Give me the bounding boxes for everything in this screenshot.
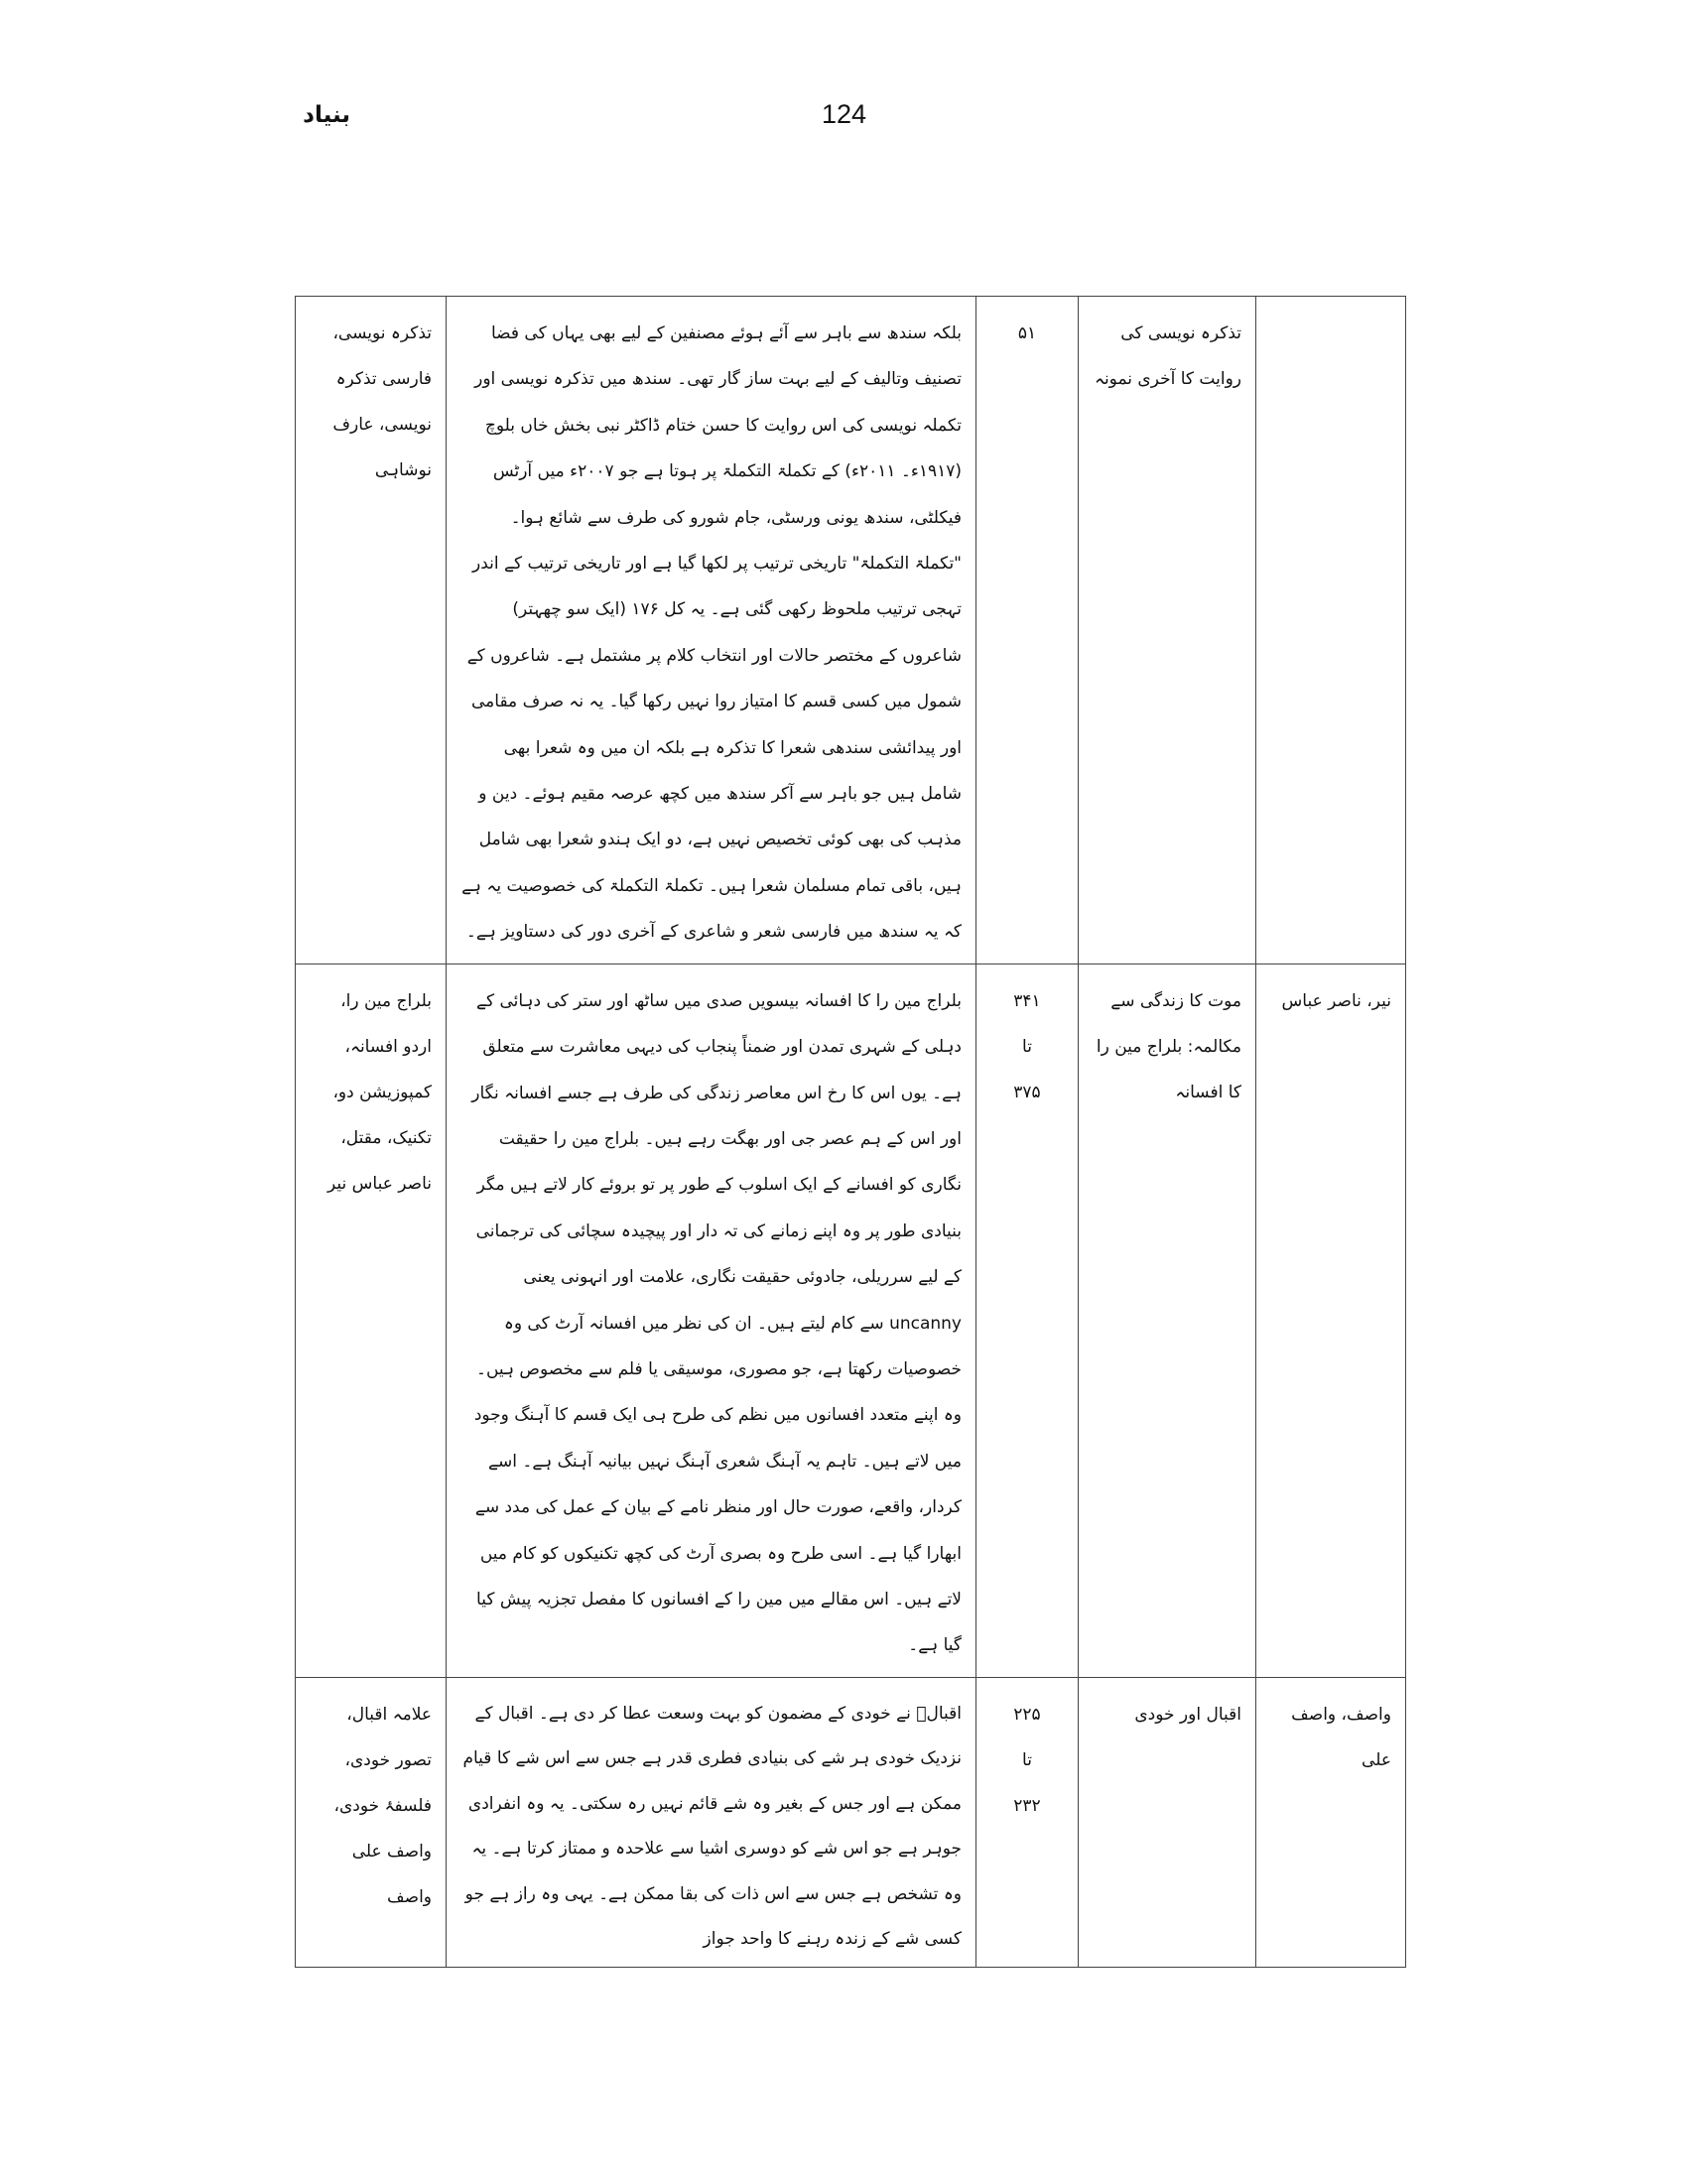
page-start: ۳۴۱ xyxy=(1013,990,1041,1011)
table-row xyxy=(296,297,1406,964)
title-cell: تذکرہ نویسی کی روایت کا آخری نمونہ xyxy=(1079,297,1256,964)
journal-title: بنیاد xyxy=(303,102,350,128)
abstract-cell: بلکہ سندھ سے باہر سے آئے ہوئے مصنفین کے لیے بھی یہاں کی فضا تصنیف وتالیف کے لیے بہت ساز گار تھی۔ سندھ میں تذکرہ نویسی اور تکملہ نویسی کی اس روایت کا حسن ختام ڈاکٹر نبی بخش خاں بلوچ (۱۹۱۷ء۔ ۲۰۱۱ء) کے تکملۃ التکملۃ پر ہوتا ہے جو ۲۰۰۷ء میں آرٹس فیکلٹی، سندھ یونی ورسٹی، جام شورو کی طرف سے شائع ہوا۔ "تکملۃ التکملۃ" تاریخی ترتیب پر لکھا گیا ہے اور تاریخی ترتیب کے اندر تہجی ترتیب ملحوظ رکھی گئی ہے۔ یہ کل ۱۷۶ (ایک سو چھہتر) شاعروں کے مختصر حالات اور انتخاب کلام پر مشتمل ہے۔ شاعروں کے شمول میں کسی قسم کا امتیاز روا نہیں رکھا گیا۔ یہ نہ صرف مقامی اور پیدائشی سندھی شعرا کا تذکرہ ہے بلکہ ان میں وہ شعرا بھی شامل ہیں جو باہر سے آکر سندھ میں کچھ عرصہ مقیم ہوئے۔ دین و مذہب کی بھی کوئی تخصیص نہیں ہے، دو ایک ہندو شعرا بھی شامل ہیں، باقی تمام مسلمان شعرا ہیں۔ تکملۃ التکملۃ کی خصوصیت یہ ہے کہ یہ سندھ میں فارسی شعر و شاعری کے آخری دور کی دستاویز ہے۔ xyxy=(447,297,976,964)
keywords-cell: علامہ اقبال، تصور خودی، فلسفۂ خودی، واصف علی واصف xyxy=(296,1677,447,1967)
table-row xyxy=(296,964,1406,1677)
keywords-cell: تذکرہ نویسی، فارسی تذکرہ نویسی، عارف نوشاہی xyxy=(296,297,447,964)
page-end: ۳۷۵ xyxy=(1013,1082,1041,1102)
index-table xyxy=(295,296,1406,1968)
page-end: ۲۳۲ xyxy=(1013,1795,1041,1816)
keywords-cell: بلراج مین را، اردو افسانہ، کمپوزیشن دو، تکنیک، مقتل، ناصر عباس نیر xyxy=(296,964,447,1677)
abstract-cell: اقبالؒ نے خودی کے مضمون کو بہت وسعت عطا کر دی ہے۔ اقبال کے نزدیک خودی ہر شے کی بنیادی فطری قدر ہے جس سے اس شے کا قیام ممکن ہے اور جس کے بغیر وہ شے قائم نہیں رہ سکتی۔ یہ وہ انفرادی جوہر ہے جو اس شے کو دوسری اشیا سے علاحدہ و ممتاز کرتا ہے۔ یہ وہ تشخص ہے جس سے اس ذات کی بقا ممکن ہے۔ یہی وہ راز ہے جو کسی شے کے زندہ رہنے کا واحد جواز xyxy=(447,1677,976,1967)
page-range-word: تا xyxy=(1022,1036,1032,1057)
abstract-cell: بلراج مین را کا افسانہ بیسویں صدی میں ساٹھ اور ستر کی دہائی کے دہلی کے شہری تمدن اور ضمناً پنجاب کی دیہی معاشرت سے متعلق ہے۔ یوں اس کا رخ اس معاصر زندگی کی طرف ہے جسے افسانہ نگار اور اس کے ہم عصر جی اور بھگت رہے ہیں۔ بلراج مین را حقیقت نگاری کو افسانے کے ایک اسلوب کے طور پر تو بروئے کار لاتے ہیں مگر بنیادی طور پر وہ اپنے زمانے کی تہ دار اور پیچیدہ سچائی کی ترجمانی کے لیے سرریلی، جادوئی حقیقت نگاری، علامت اور انہونی یعنی uncanny سے کام لیتے ہیں۔ ان کی نظر میں افسانہ آرٹ کی وہ خصوصیات رکھتا ہے، جو مصوری، موسیقی یا فلم سے مخصوص ہیں۔ وہ اپنے متعدد افسانوں میں نظم کی طرح ہی ایک قسم کا آہنگ وجود میں لاتے ہیں۔ تاہم یہ آہنگ شعری آہنگ نہیں بیانیہ آہنگ ہے۔ اسے کردار، واقعے، صورت حال اور منظر نامے کے بیان کے عمل کی مدد سے ابھارا گیا ہے۔ اسی طرح وہ بصری آرٹ کی کچھ تکنیکوں کو کام میں لاتے ہیں۔ اس مقالے میں مین را کے افسانوں کا مفصل تجزیہ پیش کیا گیا ہے۔ xyxy=(447,964,976,1677)
author-cell xyxy=(1256,297,1406,964)
table-row xyxy=(296,1677,1406,1967)
page-start: ۵۱ xyxy=(1017,323,1037,343)
author-cell: نیر، ناصر عباس xyxy=(1256,964,1406,1677)
title-cell: موت کا زندگی سے مکالمہ: بلراج مین را کا افسانہ xyxy=(1079,964,1256,1677)
pages-cell xyxy=(976,297,1079,964)
pages-cell xyxy=(976,1677,1079,1967)
page-start: ۲۲۵ xyxy=(1013,1704,1041,1725)
page-number: 124 xyxy=(821,99,867,129)
title-cell: اقبال اور خودی xyxy=(1079,1677,1256,1967)
pages-cell xyxy=(976,964,1079,1677)
author-cell: واصف، واصف علی xyxy=(1256,1677,1406,1967)
page-range-word: تا xyxy=(1022,1749,1032,1770)
